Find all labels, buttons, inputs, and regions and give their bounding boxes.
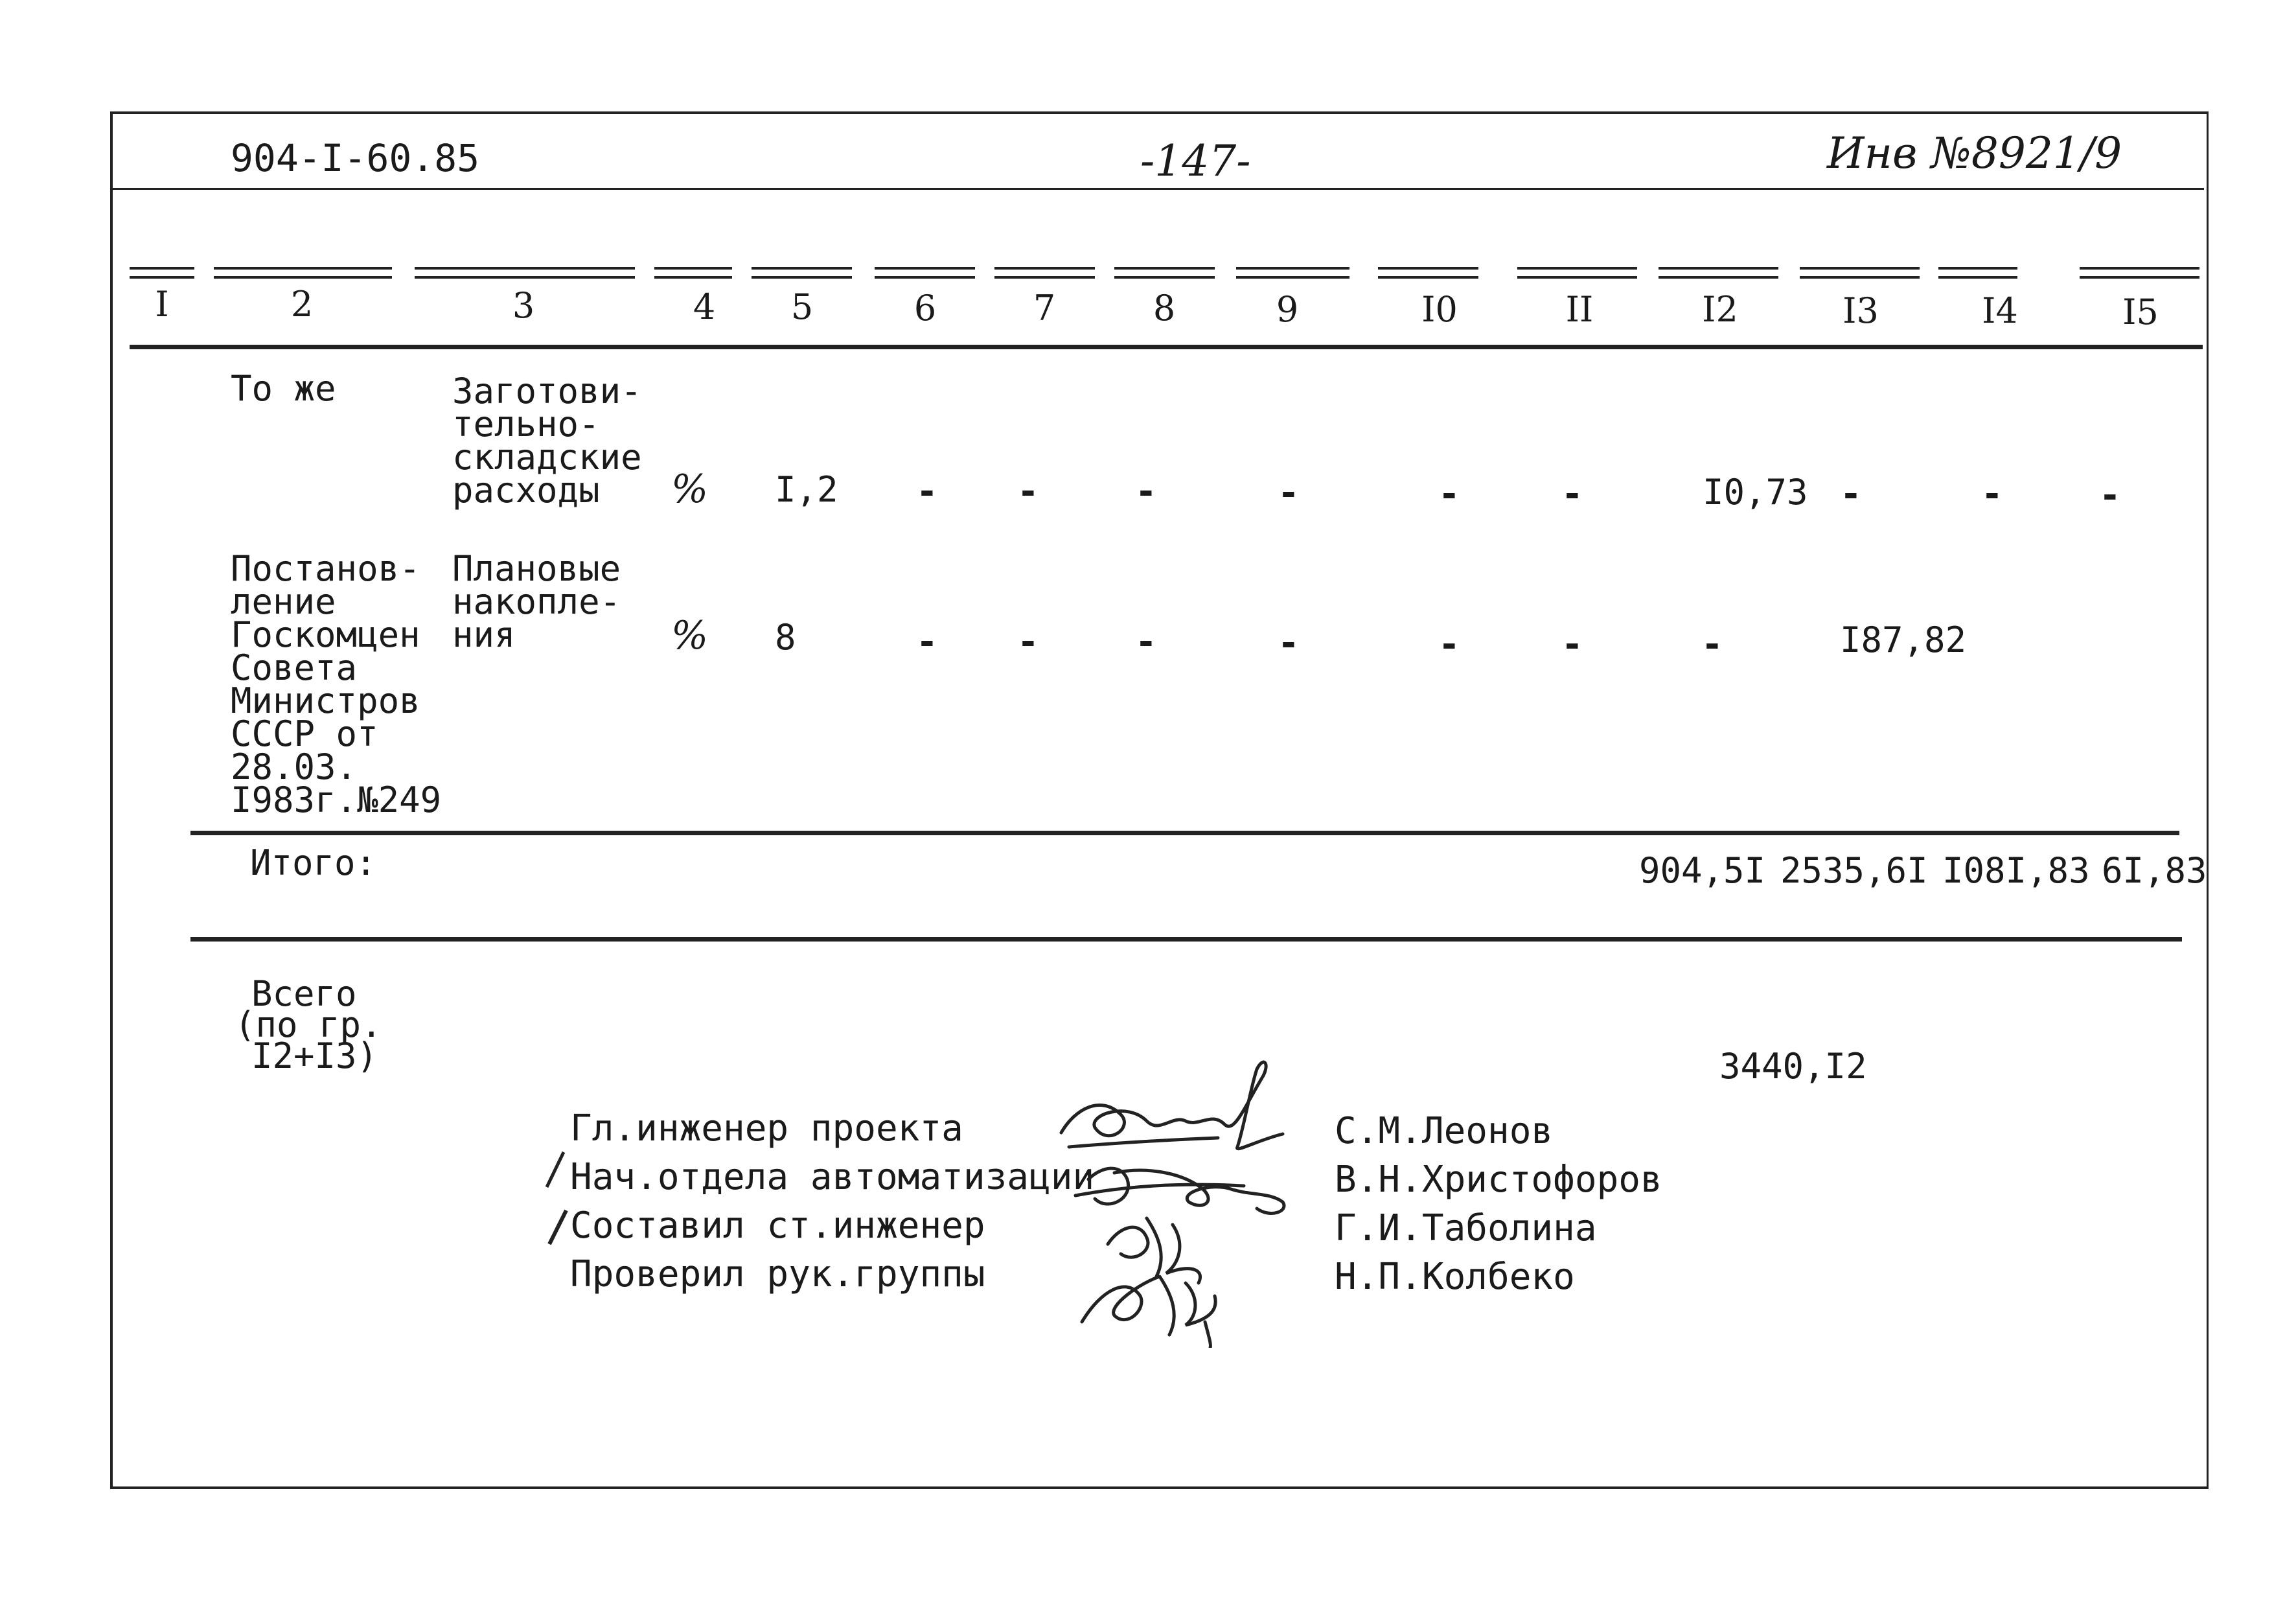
row-col12-value: I0,73 [1703,472,1808,513]
column-header: I [155,284,169,325]
total-col15: 6I,83 [2102,850,2207,891]
row-unit: % [671,613,709,658]
col-divider [1378,267,1478,279]
col-divider [752,267,852,279]
column-header: I2 [1702,289,1738,330]
column-header: I5 [2122,292,2159,332]
col-divider [1800,267,1920,279]
col-divider [1938,267,2017,279]
empty-dash: - [1561,623,1583,665]
signature-role: Составил ст.инженер [570,1205,985,1247]
signature-name: Н.П.Колбеко [1335,1256,1575,1298]
grand-total-value: 3440,I2 [1719,1046,1867,1087]
empty-dash: - [2099,474,2121,516]
totals-rule [190,831,2179,835]
signature-role: Гл.инженер проекта [570,1107,963,1150]
total-col13: 2535,6I [1780,850,1928,891]
signature-name: В.Н.Христофоров [1335,1159,1662,1201]
row-col13-value: I87,82 [1840,619,1967,660]
document-code: 904-I-60.85 [231,136,480,180]
column-header: 7 [1033,288,1056,329]
empty-dash: - [1135,470,1157,513]
col-divider [2080,267,2199,279]
row-unit: % [671,467,709,512]
row-basis: То же [231,368,336,409]
header-divider [113,188,2204,190]
signature-role: Проверил рук.группы [570,1253,985,1295]
signature-name: С.М.Леонов [1335,1110,1554,1152]
col-divider [1114,267,1215,279]
column-header: 4 [693,286,716,327]
row-rate: I,2 [775,469,838,510]
empty-dash: - [1981,473,2003,515]
handwritten-signatures [1050,1050,1309,1348]
col-divider [1659,267,1778,279]
empty-dash: - [916,470,938,513]
row-item-name: Заготови- тельно- складские расходы [452,371,642,511]
inventory-number: Инв №8921/9 [1827,128,2122,178]
total-col12: 904,5I [1639,850,1766,891]
empty-dash: - [1278,622,1300,664]
col-divider [875,267,975,279]
column-header: 6 [913,288,937,329]
column-header: 3 [512,285,535,326]
totals-label: Итого: [250,842,377,883]
column-header: 2 [290,284,314,325]
empty-dash: - [1701,623,1723,665]
empty-dash: - [1438,623,1460,665]
table-header-rule [130,345,2203,349]
col-divider [1517,267,1637,279]
empty-dash: - [1278,472,1300,514]
column-header: 9 [1276,289,1299,330]
empty-dash: - [1438,473,1460,515]
signature-roles [570,1104,1094,1299]
signature-names [1335,1107,1662,1301]
column-header: I0 [1421,289,1458,330]
col-divider [415,267,635,279]
signature-role: Нач.отдела автоматизации [570,1156,1095,1198]
col-divider [1236,267,1349,279]
row-basis: Постанов- ление Госкомцен Совета Министров СССР от 28.03. I983г.№249 [231,548,442,820]
grand-total-rule [190,937,2182,942]
column-header: 8 [1153,288,1176,329]
column-header: 5 [790,286,814,327]
column-header: I4 [1982,290,2018,331]
col-divider [214,267,392,279]
column-header: II [1565,289,1594,330]
empty-dash: - [916,621,938,663]
signature-name: Г.И.Таболина [1335,1207,1597,1249]
empty-dash: - [1840,473,1862,515]
row-item-name: Плановые накопле- ния [452,548,621,655]
grand-total-label: Всего (по гр. I2+I3) [235,973,382,1076]
col-divider [994,267,1095,279]
page-number: -147- [1140,136,1251,186]
empty-dash: - [1017,470,1039,513]
empty-dash: - [1017,621,1039,663]
total-col14: I08I,83 [1942,850,2090,891]
check-marks [538,1147,577,1257]
empty-dash: - [1135,621,1157,663]
empty-dash: - [1561,473,1583,515]
column-header: I3 [1843,290,1879,331]
col-divider [130,267,194,279]
row-rate: 8 [775,617,796,658]
col-divider [654,267,732,279]
